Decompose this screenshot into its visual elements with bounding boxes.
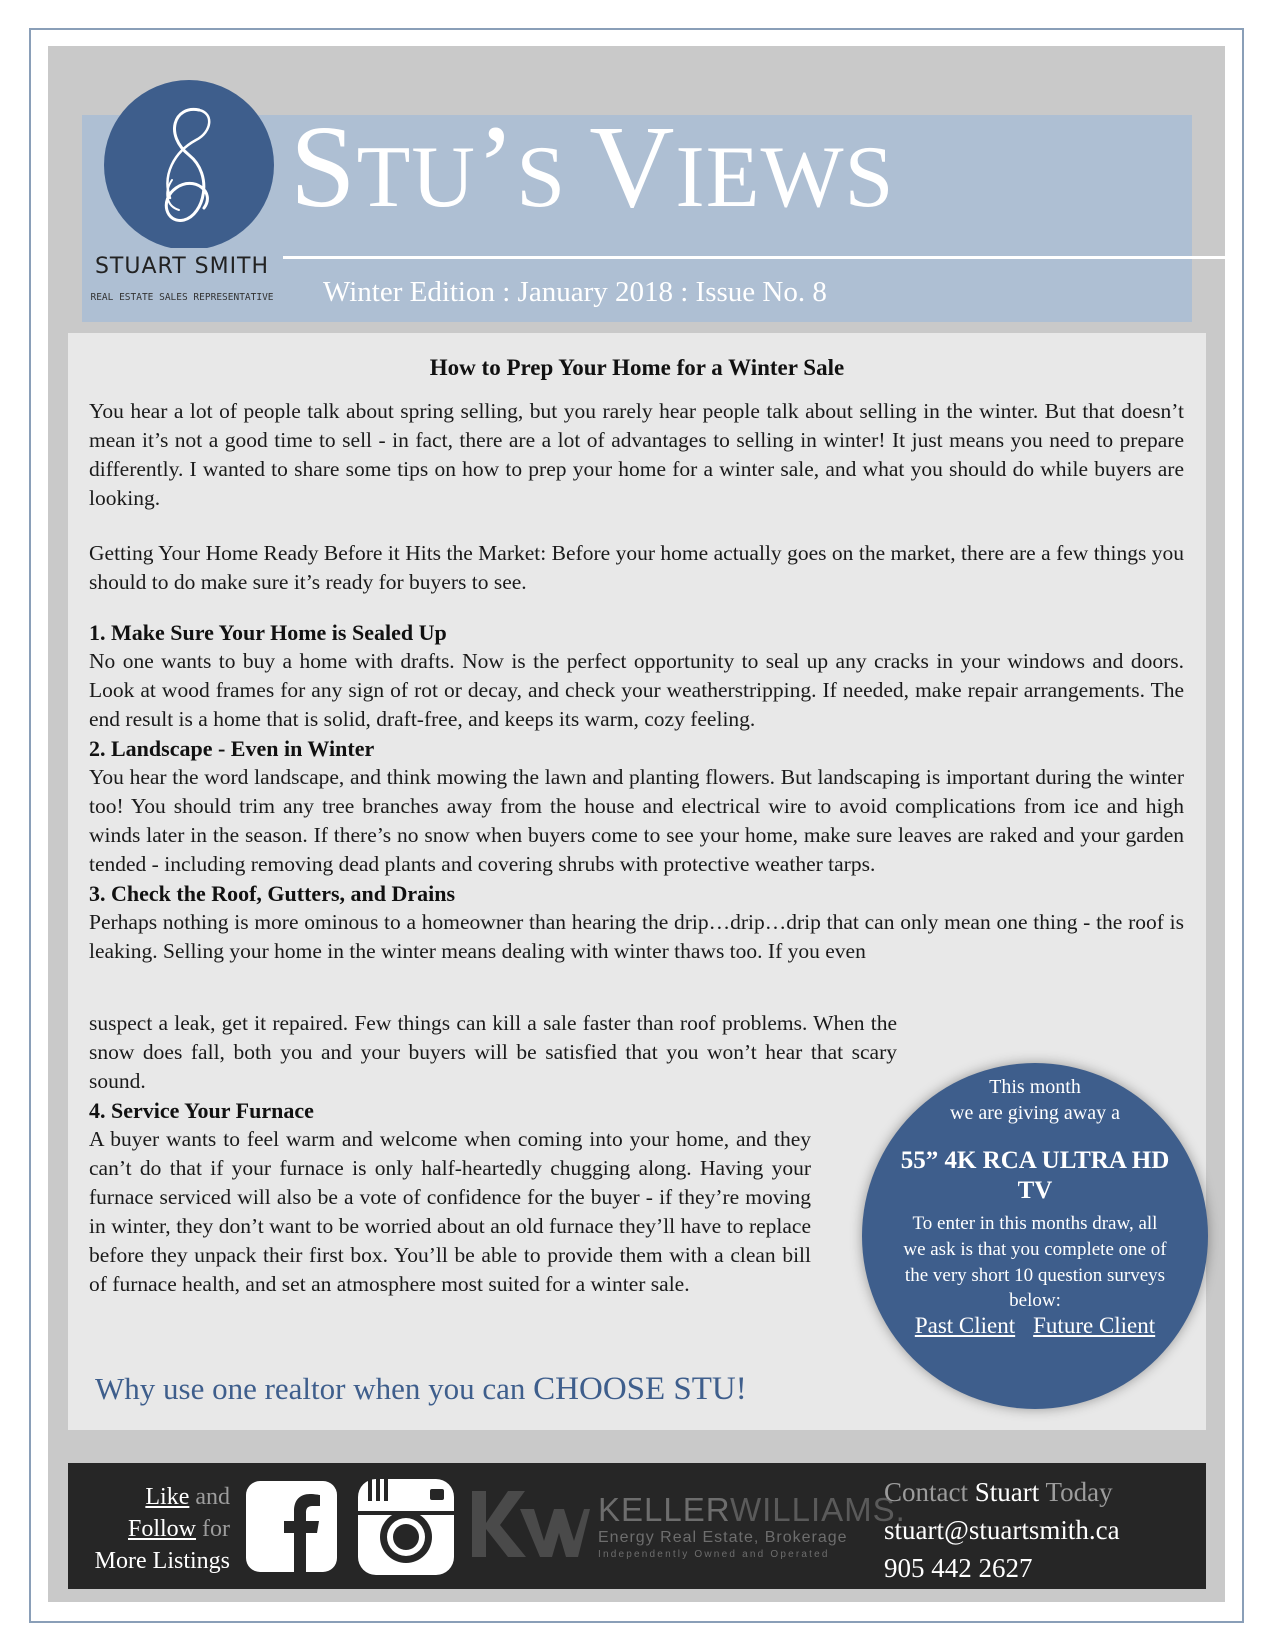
section-body: Perhaps nothing is more ominous to a homeowner than hearing the drip…drip…drip that can only mean one thing - the roof is leaking. Selling your home in the winter means dealing with winter thaws too. If you even	[89, 910, 1184, 963]
social-text: and	[195, 1484, 230, 1510]
getting-ready-block	[89, 539, 1184, 597]
sections-block	[89, 618, 1184, 966]
contact-block	[884, 1473, 1120, 1587]
masthead-letters: IEWS	[675, 129, 895, 226]
masthead-title	[290, 101, 895, 232]
contact-text: Today	[1045, 1477, 1113, 1507]
section-body: suspect a leak, get it repaired. Few things can kill a sale faster than roof problems. When the snow does fall, both you and your buyers will be satisfied that you won’t hear that scary sound.	[89, 1011, 897, 1093]
giveaway-instructions: the very short 10 question surveys	[904, 1265, 1166, 1286]
past-client-survey-link[interactable]: Past Client	[914, 1313, 1016, 1338]
masthead-letter: V	[589, 101, 676, 232]
section-heading: 2. Landscape - Even in Winter	[89, 736, 375, 761]
contact-email[interactable]: stuart@stuartsmith.ca	[884, 1515, 1120, 1545]
follow-link[interactable]: Follow	[128, 1516, 197, 1542]
more-listings-text: More Listings	[94, 1548, 230, 1574]
edition-info: Winter Edition : January 2018 : Issue No. 8	[323, 276, 827, 308]
masthead-letter: S	[290, 101, 357, 232]
tagline-emphasis: CHOOSE STU!	[533, 1371, 747, 1407]
article-intro-block	[89, 397, 1184, 513]
agent-title: REAL ESTATE SALES REPRESENTATIVE	[90, 292, 274, 303]
giveaway-prize: 55” 4K RCA ULTRA HD	[900, 1147, 1170, 1174]
giveaway-intro: we are giving away a	[950, 1102, 1120, 1124]
survey-links	[862, 1313, 1208, 1339]
giveaway-badge	[862, 1063, 1208, 1409]
section-heading: 1. Make Sure Your Home is Sealed Up	[89, 620, 447, 645]
sections-narrow-block	[89, 1009, 897, 1299]
brokerage-name-part: WILLIAMS.	[729, 1491, 906, 1528]
section-body: A buyer wants to feel warm and welcome when coming into your home, and they can’t do that if your furnace is only half-heartedly chugging along. Having your furnace serviced will also be a vote of confidence for the buyer - if they’re moving in winter, they don’t want to be worried about an old furnace they’ll have to replace before they unpack their first box. You’ll be able to provide them with a clean bill of furnace health, and set an atmosphere most suited for a winter sale.	[89, 1127, 811, 1296]
brokerage-subtitle: Energy Real Estate, Brokerage	[598, 1529, 848, 1546]
header-rule	[283, 256, 1230, 259]
social-callout	[78, 1481, 230, 1577]
tagline	[95, 1371, 747, 1408]
section-body: You hear the word landscape, and think mowing the lawn and planting flowers. But landscaping is important during the winter too! You should trim any tree branches away from the house and electrical wire to avoid complications from ice and high winds later in the season. If there’s no snow when buyers come to see your home, make sure leaves are raked and your garden tended - including removing dead plants and covering shrubs with protective weather tarps.	[89, 765, 1184, 876]
logo-monogram	[104, 80, 274, 250]
giveaway-instructions: below:	[1009, 1290, 1061, 1311]
brokerage-tagline: Independently Owned and Operated	[598, 1549, 830, 1560]
section-heading: 3. Check the Roof, Gutters, and Drains	[89, 881, 456, 906]
contact-name: Stuart	[974, 1477, 1040, 1507]
giveaway-instructions: To enter in this months draw, all	[912, 1213, 1158, 1234]
like-link[interactable]: Like	[145, 1484, 190, 1510]
signature-s-icon	[104, 80, 274, 250]
facebook-icon[interactable]	[246, 1481, 337, 1572]
agent-name: STUART SMITH	[94, 254, 270, 279]
contact-phone[interactable]: 905 442 2627	[884, 1553, 1033, 1583]
instagram-icon[interactable]	[358, 1479, 454, 1575]
getting-ready-text: Getting Your Home Ready Before it Hits the Market: Before your home actually goes on the market, there are a few things you should to do make sure it’s ready for buyers to see.	[89, 541, 1184, 594]
giveaway-instructions: we ask is that you complete one of	[903, 1239, 1167, 1260]
section-heading: 4. Service Your Furnace	[89, 1098, 314, 1123]
masthead-apostrophe: ’	[475, 101, 517, 232]
article-intro: You hear a lot of people talk about spring selling, but you rarely hear people talk about selling in the winter. But that doesn’t mean it’s not a good time to sell - in fact, there are a lot of advantages to selling in winter! It just means you need to prepare differently. I wanted to share some tips on how to prep your home for a winter sale, and what you should do while buyers are looking.	[89, 399, 1184, 510]
masthead-letters: S	[516, 129, 590, 226]
brokerage-name-part: KELLER	[598, 1491, 730, 1528]
giveaway-prize: TV	[1017, 1177, 1053, 1204]
giveaway-intro: This month	[989, 1076, 1081, 1098]
article-title: How to Prep Your Home for a Winter Sale	[429, 355, 845, 380]
footer-bar	[68, 1463, 1206, 1589]
agent-name-box	[82, 248, 282, 322]
contact-text: Contact	[884, 1477, 968, 1507]
keller-williams-kw-icon	[470, 1489, 590, 1559]
tagline-prefix: Why use one realtor when you can	[95, 1371, 526, 1406]
future-client-survey-link[interactable]: Future Client	[1033, 1313, 1156, 1338]
brokerage-name	[598, 1491, 906, 1529]
section-body: No one wants to buy a home with drafts. Now is the perfect opportunity to seal up any cracks in your windows and doors. Look at wood frames for any sign of rot or decay, and check your weatherstripping. If needed, make repair arrangements. The end result is a home that is solid, draft-free, and keeps its warm, cozy feeling.	[89, 649, 1184, 731]
masthead-letters: TU	[356, 129, 476, 226]
social-text: for	[202, 1516, 230, 1542]
